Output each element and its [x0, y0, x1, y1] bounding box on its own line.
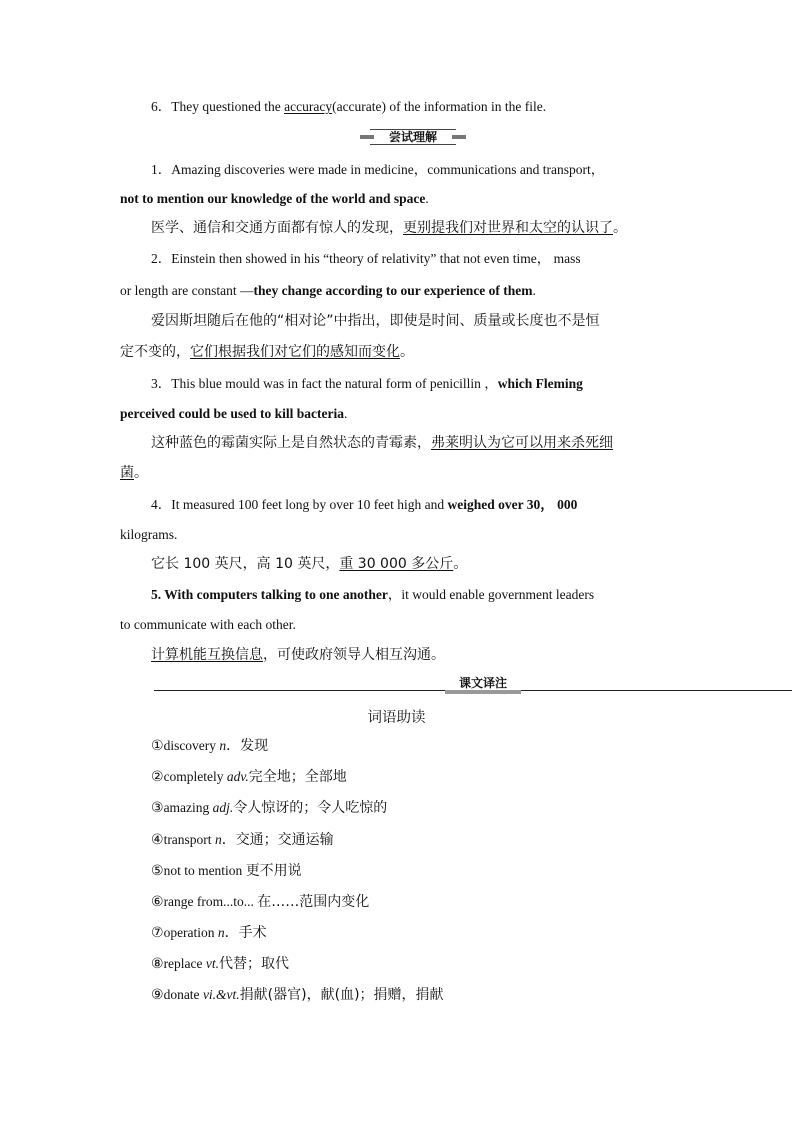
vocab-item: [151, 954, 289, 974]
vocab-part-of-speech: adv.: [226, 769, 249, 784]
example-1-line-2: not to mention our knowledge of the world and space.: [120, 191, 429, 206]
vocab-part-of-speech: adj.: [212, 800, 234, 815]
vocab-title: 词语助读: [367, 710, 426, 726]
example-2-line-1: 2．Einstein then showed in his “theory of relativity” that not even time， mass: [151, 251, 581, 266]
question-6: 6．They questioned the accuracy(accurate) of the information in the file.: [151, 99, 547, 114]
example-3-translation-1: 这种蓝色的霉菌实际上是自然状态的青霉素，弗莱明认为它可以用来杀死细: [151, 435, 613, 451]
vocab-word: donate: [163, 987, 203, 1002]
vocab-meaning: 令人惊讶的；令人吃惊的: [233, 800, 388, 816]
vocab-item: [151, 892, 369, 912]
vocab-number: ⑦: [151, 925, 164, 941]
example-2-translation-1: 爱因斯坦随后在他的“相对论”中指出，即使是时间、质量或长度也不是恒: [151, 313, 600, 329]
example-3-line-2: perceived could be used to kill bacteria.: [120, 406, 348, 421]
example-1-line-1: 1．Amazing discoveries were made in medicine，communications and transport，: [151, 162, 605, 177]
vocab-word: transport: [163, 832, 215, 847]
vocab-meaning: 完全地；全部地: [248, 769, 347, 785]
vocab-meaning: 在……范围内变化: [257, 894, 370, 910]
vocab-number: ③: [151, 800, 164, 816]
vocab-number: ⑥: [151, 894, 164, 910]
example-3-translation-2: 菌。: [120, 465, 148, 481]
vocab-number: ⑧: [151, 956, 164, 972]
vocab-word: replace: [163, 956, 206, 971]
vocab-part-of-speech: n: [214, 832, 222, 847]
vocab-item: ⑦operation n．手术: [151, 925, 267, 941]
example-2-translation-2: 定不变的，它们根据我们对它们的感知而变化。: [120, 344, 414, 360]
example-5-line-1: 5. With computers talking to one another，it would enable government leaders: [151, 587, 595, 602]
vocab-word: not to mention: [163, 863, 246, 878]
vocab-item: [151, 985, 444, 1005]
vocab-number: ⑨: [151, 987, 164, 1003]
question-number: 6．: [151, 99, 172, 114]
vocab-part-of-speech: n: [217, 925, 225, 940]
example-4-line-1: 4．It measured 100 feet long by over 10 feet high and weighed over 30， 000: [151, 497, 578, 512]
answer-blank: accuracy: [284, 99, 333, 114]
vocab-word: discovery: [163, 738, 220, 753]
vocab-meaning: 代替；取代: [219, 956, 290, 972]
vocab-meaning: 手术: [238, 925, 267, 941]
vocab-item: [151, 861, 302, 881]
vocab-word: range from...to...: [163, 894, 258, 909]
vocab-meaning: 发现: [240, 738, 269, 754]
vocab-part-of-speech: vi.&vt.: [202, 987, 240, 1002]
vocab-number: ②: [151, 769, 164, 785]
vocab-part-of-speech: n: [219, 738, 227, 753]
vocab-item: ①discovery n．发现: [151, 738, 269, 754]
vocab-number: ①: [151, 738, 164, 754]
vocab-meaning: 更不用说: [245, 863, 302, 879]
example-4-translation: 它长 100 英尺，高 10 英尺，重 30 000 多公斤。: [151, 556, 468, 572]
vocab-meaning: 捐献(器官)，献(血)；捐赠，捐献: [239, 987, 444, 1003]
example-1-translation: 医学、通信和交通方面都有惊人的发现，更别提我们对世界和太空的认识了。: [151, 220, 627, 236]
example-5-line-2: to communicate with each other.: [120, 617, 296, 632]
vocab-word: amazing: [163, 800, 213, 815]
vocab-word: operation: [163, 925, 218, 940]
vocab-item: [151, 798, 387, 818]
section-label-try-understand: 尝试理解: [360, 129, 466, 145]
vocab-meaning: 交通；交通运输: [235, 832, 334, 848]
example-3-line-1: 3．This blue mould was in fact the natural form of penicillin ，which Fleming: [151, 376, 583, 391]
vocab-number: ④: [151, 832, 164, 848]
section-label-text-notes: 课文译注: [445, 676, 521, 691]
vocab-item: [151, 767, 347, 787]
vocab-word: completely: [163, 769, 227, 784]
example-5-translation: 计算机能互换信息，可使政府领导人相互沟通。: [151, 647, 445, 663]
example-2-line-2: or length are constant —they change according to our experience of them.: [120, 283, 536, 298]
example-4-line-2: kilograms.: [120, 527, 178, 542]
vocab-part-of-speech: vt.: [205, 956, 220, 971]
vocab-number: ⑤: [151, 863, 164, 879]
vocab-item: ④transport n．交通；交通运输: [151, 832, 334, 848]
